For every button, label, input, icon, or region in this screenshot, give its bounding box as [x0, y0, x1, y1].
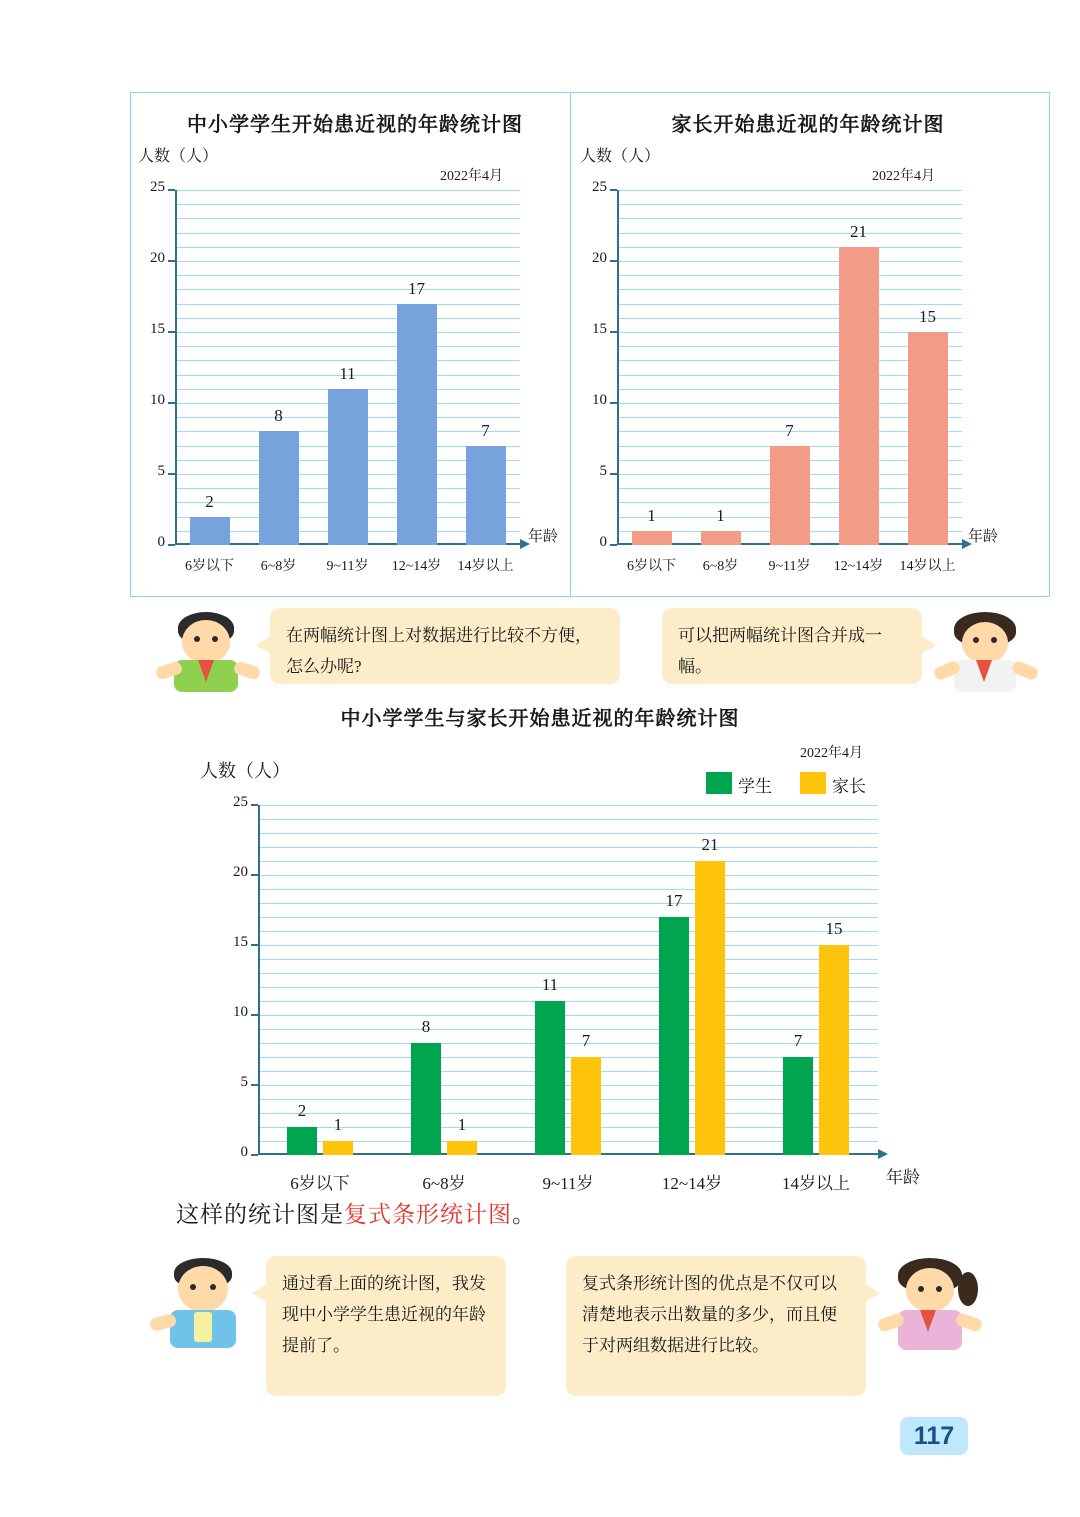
gridline	[617, 190, 962, 191]
bar-1	[259, 431, 299, 545]
bar-value-label: 17	[665, 891, 683, 910]
bar-value-label: 11	[541, 975, 559, 994]
y-axis-tick: 10	[233, 1004, 248, 1020]
gridline	[617, 218, 962, 219]
y-axis-tick: 5	[599, 463, 607, 479]
y-axis-tickmark	[610, 189, 617, 191]
gridline	[617, 261, 962, 262]
bar-value-label: 8	[421, 1017, 431, 1036]
x-axis-category: 12~14岁	[661, 1174, 723, 1193]
parent-chart-plot	[592, 179, 962, 574]
y-axis-tickmark	[168, 189, 175, 191]
bar-value-label: 8	[274, 406, 283, 426]
y-axis-tick: 20	[233, 864, 248, 880]
x-axis-category: 12~14岁	[833, 559, 884, 574]
bar-value-label: 2	[205, 491, 214, 511]
parent-date-label: 2022年4月	[872, 169, 935, 184]
bar-value-label: 1	[457, 1115, 467, 1134]
gridline	[258, 931, 878, 932]
bar-value-label: 15	[825, 919, 843, 938]
gridline	[258, 917, 878, 918]
student-y-axis-label: 人数（人）	[138, 148, 219, 165]
y-axis-tickmark	[168, 473, 175, 475]
y-axis-tickmark	[251, 1014, 258, 1016]
gridline	[258, 903, 878, 904]
bar-家长-1	[447, 1141, 477, 1155]
gridline	[175, 218, 520, 219]
legend-swatch-parent	[800, 772, 826, 794]
gridline	[258, 973, 878, 974]
charts-divider	[570, 92, 571, 597]
y-axis-tick: 15	[150, 321, 165, 337]
x-axis-category: 9~11岁	[768, 559, 811, 574]
student-x-axis-label: 年龄	[528, 529, 559, 545]
bar-value-label: 7	[785, 420, 794, 440]
gridline	[175, 360, 520, 361]
bar-0	[632, 531, 672, 545]
bar-value-label: 1	[333, 1115, 343, 1134]
speech-bubble-girl-top: 可以把两幅统计图合并成一幅。	[662, 608, 922, 684]
x-axis-category: 6~8岁	[702, 559, 739, 574]
y-axis-tickmark	[168, 402, 175, 404]
y-axis-tick: 5	[157, 463, 165, 479]
speech-bubble-girl-bottom: 复式条形统计图的优点是不仅可以清楚地表示出数量的多少，而且便于对两组数据进行比较。	[566, 1256, 866, 1396]
bar-3	[839, 247, 879, 545]
y-axis-tick: 0	[157, 534, 165, 550]
x-axis-category: 6岁以下	[290, 1174, 350, 1193]
y-axis-tickmark	[251, 944, 258, 946]
legend-label-student: 学生	[738, 777, 772, 796]
gridline	[258, 875, 878, 876]
y-axis	[258, 805, 260, 1155]
concept-sentence	[176, 1196, 536, 1229]
gridline	[175, 346, 520, 347]
x-axis-category: 9~11岁	[542, 1174, 594, 1193]
bar-学生-1	[411, 1043, 441, 1155]
y-axis-tickmark	[251, 804, 258, 806]
bar-value-label: 11	[339, 363, 356, 383]
x-axis-category: 6岁以下	[627, 559, 676, 574]
y-axis-tickmark	[610, 544, 617, 546]
speech-bubble-boy-bottom: 通过看上面的统计图，我发现中小学学生患近视的年龄提前了。	[266, 1256, 506, 1396]
sentence-highlight: 复式条形统计图	[344, 1202, 512, 1227]
y-axis-tick: 0	[240, 1144, 248, 1160]
boy-character-bottom	[148, 1258, 263, 1348]
y-axis-tick: 15	[233, 934, 248, 950]
y-axis-tick: 10	[150, 392, 165, 408]
y-axis-tick: 20	[150, 250, 165, 266]
bar-家长-4	[819, 945, 849, 1155]
gridline	[258, 1029, 878, 1030]
y-axis	[617, 190, 619, 545]
bar-4	[466, 446, 506, 545]
y-axis-tickmark	[251, 1154, 258, 1156]
gridline	[175, 233, 520, 234]
x-axis-arrow	[878, 1149, 888, 1159]
student-chart-plot	[150, 179, 520, 574]
y-axis-tickmark	[168, 544, 175, 546]
gridline	[617, 233, 962, 234]
y-axis-tickmark	[610, 473, 617, 475]
gridline	[258, 959, 878, 960]
bar-value-label: 21	[850, 221, 867, 241]
y-axis-tickmark	[610, 331, 617, 333]
bar-value-label: 15	[919, 307, 936, 326]
y-axis-tickmark	[168, 331, 175, 333]
y-axis-tick: 20	[592, 250, 607, 266]
gridline	[258, 805, 878, 806]
x-axis-category: 12~14岁	[391, 559, 442, 574]
y-axis-tick: 25	[233, 794, 248, 810]
gridline	[258, 833, 878, 834]
boy-character-top	[150, 612, 265, 692]
x-axis-category: 14岁以上	[782, 1174, 850, 1193]
sentence-suffix: 。	[512, 1202, 536, 1227]
gridline	[258, 819, 878, 820]
bar-家长-3	[695, 861, 725, 1155]
student-chart-title: 中小学学生开始患近视的年龄统计图	[187, 114, 523, 136]
y-axis-tickmark	[168, 260, 175, 262]
gridline	[175, 304, 520, 305]
x-axis-category: 6~8岁	[422, 1174, 466, 1193]
combined-y-axis-label: 人数（人）	[200, 761, 290, 781]
y-axis-tick: 5	[240, 1074, 248, 1090]
bar-value-label: 1	[716, 505, 725, 525]
parent-x-axis-label: 年龄	[968, 529, 999, 545]
gridline	[175, 204, 520, 205]
bar-value-label: 7	[793, 1031, 803, 1050]
bar-学生-4	[783, 1057, 813, 1155]
bar-2	[328, 389, 368, 545]
bar-value-label: 2	[297, 1101, 307, 1120]
bar-value-label: 7	[581, 1031, 591, 1050]
gridline	[617, 304, 962, 305]
y-axis-tickmark	[610, 402, 617, 404]
gridline	[617, 289, 962, 290]
y-axis-tick: 25	[150, 179, 165, 195]
bar-value-label: 17	[408, 278, 425, 298]
student-date-label: 2022年4月	[440, 169, 503, 184]
bar-value-label: 1	[647, 505, 656, 525]
page-number: 117	[900, 1417, 968, 1455]
y-axis-tick: 25	[592, 179, 607, 195]
gridline	[258, 945, 878, 946]
x-axis-category: 6~8岁	[260, 559, 297, 574]
y-axis-tickmark	[610, 260, 617, 262]
bar-value-label: 21	[701, 835, 719, 854]
y-axis-tick: 0	[599, 534, 607, 550]
bar-家长-0	[323, 1141, 353, 1155]
gridline	[175, 247, 520, 248]
legend-label-parent: 家长	[832, 777, 866, 796]
gridline	[617, 247, 962, 248]
sentence-prefix: 这样的统计图是	[176, 1202, 344, 1227]
y-axis-tickmark	[251, 874, 258, 876]
gridline	[175, 289, 520, 290]
bar-value-label: 7	[481, 420, 490, 440]
bar-1	[701, 531, 741, 545]
gridline	[175, 261, 520, 262]
y-axis-tickmark	[251, 1084, 258, 1086]
legend-swatch-student	[706, 772, 732, 794]
bar-学生-2	[535, 1001, 565, 1155]
gridline	[258, 1001, 878, 1002]
parent-chart-title: 家长开始患近视的年龄统计图	[671, 114, 945, 136]
x-axis-category: 14岁以上	[457, 559, 514, 574]
gridline	[617, 275, 962, 276]
x-axis-category: 14岁以上	[899, 559, 956, 574]
gridline	[258, 1015, 878, 1016]
gridline	[175, 275, 520, 276]
bar-学生-3	[659, 917, 689, 1155]
combined-date-label: 2022年4月	[800, 746, 863, 761]
bar-4	[908, 332, 948, 545]
gridline	[175, 190, 520, 191]
parent-y-axis-label: 人数（人）	[580, 148, 661, 165]
combined-chart-plot	[233, 794, 878, 1193]
y-axis-tick: 15	[592, 321, 607, 337]
combined-chart-title: 中小学学生与家长开始患近视的年龄统计图	[340, 708, 740, 730]
x-axis-category: 6岁以下	[185, 559, 234, 574]
gridline	[175, 318, 520, 319]
girl-character-bottom	[876, 1258, 991, 1350]
combined-x-axis-label: 年龄	[886, 1168, 920, 1187]
gridline	[258, 847, 878, 848]
bar-家长-2	[571, 1057, 601, 1155]
gridline	[175, 332, 520, 333]
gridline	[258, 861, 878, 862]
gridline	[617, 204, 962, 205]
bar-0	[190, 517, 230, 545]
girl-character-top	[930, 612, 1045, 692]
bar-3	[397, 304, 437, 545]
x-axis-category: 9~11岁	[326, 559, 369, 574]
gridline	[258, 889, 878, 890]
y-axis-tick: 10	[592, 392, 607, 408]
bar-2	[770, 446, 810, 545]
speech-bubble-boy-top: 在两幅统计图上对数据进行比较不方便，怎么办呢?	[270, 608, 620, 684]
